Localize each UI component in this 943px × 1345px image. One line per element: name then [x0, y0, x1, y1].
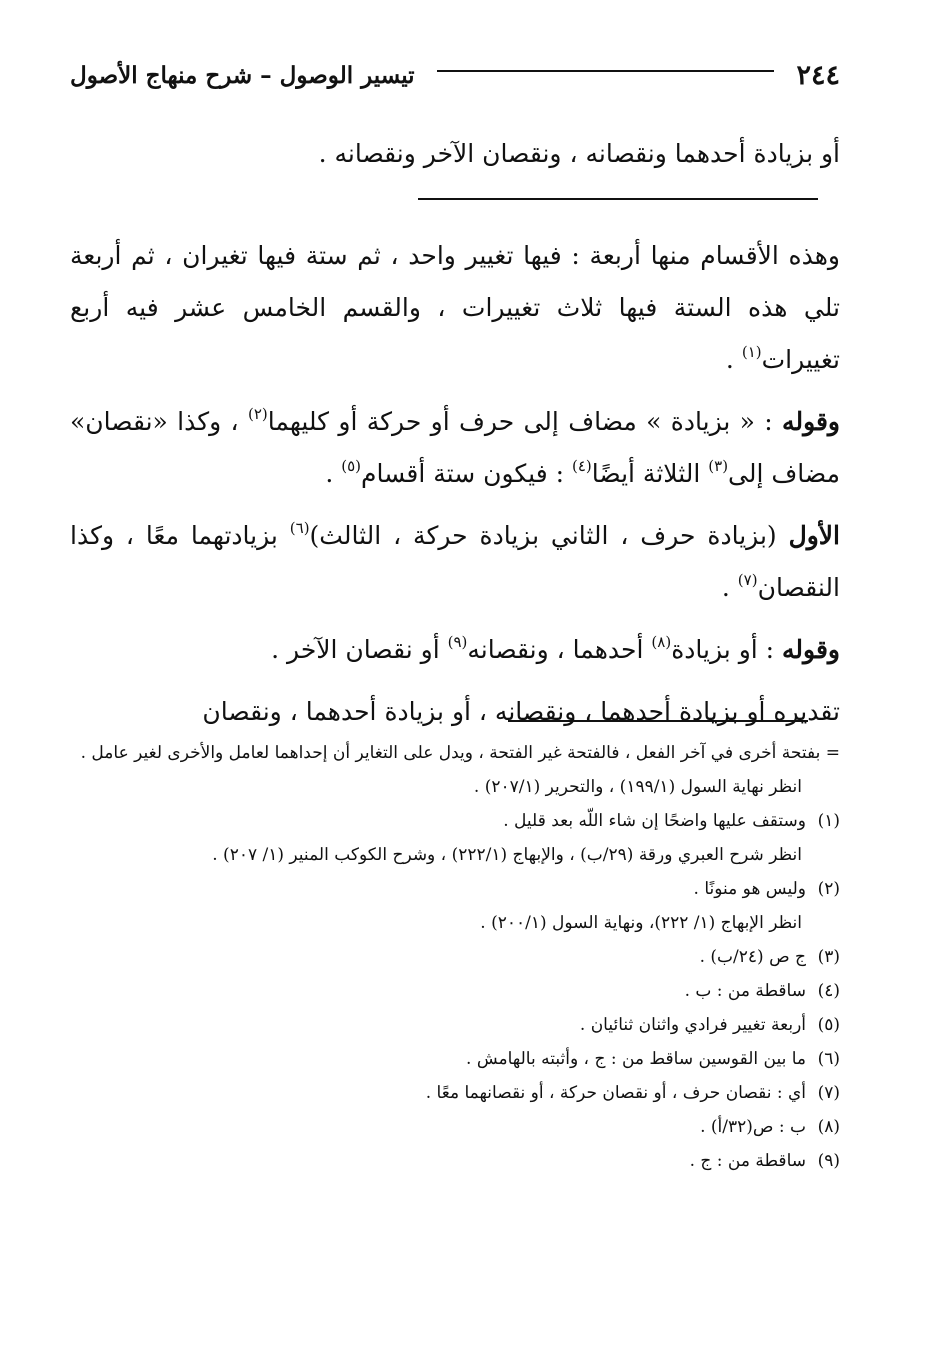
footnote-number: (١) — [817, 811, 840, 831]
footnote-number: (٦) — [817, 1049, 840, 1069]
footnote-text: انظر شرح العبري ورقة (٢٩/ب) ، والإبهاج (٢٢٢/١) ، وشرح الكوكب المنير (١/ ٢٠٧) . — [212, 845, 802, 865]
main-text — [70, 128, 840, 738]
footnote-text: ساقطة من : ج . — [689, 1151, 806, 1171]
paragraph-3-b: ، وكذا «نقصان» مضاف إلى — [70, 407, 840, 488]
footnote-ref-2: (٢) — [247, 404, 268, 423]
footnote-5 — [70, 1008, 840, 1042]
footnote-1 — [70, 804, 840, 838]
paragraph-3-c: الثلاثة أيضًا — [591, 459, 709, 488]
footnote-text: وستقف عليها واضحًا إن شاء اللّه بعد قليل . — [503, 811, 806, 831]
paragraph-5-a: : أو بزيادة — [671, 635, 783, 664]
footnote-text: ب : ص(٣٢/أ) . — [700, 1117, 806, 1137]
paragraph-5-b: أحدهما ، ونقصانه — [467, 635, 652, 664]
paragraph-2 — [70, 230, 840, 386]
section-rule — [418, 198, 818, 200]
paragraph-3-a: : « بزيادة » مضاف إلى حرف أو حركة أو كليهما — [267, 407, 783, 436]
footnote-number: (٣) — [817, 947, 840, 967]
footnote-number: (٤) — [817, 981, 840, 1001]
footnote-9 — [70, 1144, 840, 1178]
footnote-number: (٧) — [817, 1083, 840, 1103]
footnote-ref-9: (٩) — [447, 632, 468, 651]
footnote-text: أربعة تغيير فرادي واثنان ثنائيان . — [579, 1015, 806, 1035]
footnote-1-ref — [70, 838, 840, 872]
paragraph-5-lead: وقوله — [782, 635, 840, 664]
footnote-2-ref — [70, 906, 840, 940]
footnote-ref-1: (١) — [741, 342, 762, 361]
paragraph-1: أو بزيادة أحدهما ونقصانه ، ونقصان الآخر ونقصانه . — [318, 139, 840, 168]
book-title: تيسير الوصول – شرح منهاج الأصول — [70, 61, 415, 89]
footnote-number: (٩) — [817, 1151, 840, 1171]
footnote-text: ج ص (٢٤/ب) . — [699, 947, 806, 967]
paragraph-4-lead: الأول — [788, 521, 841, 550]
footnote-ref-3: (٣) — [708, 456, 729, 475]
paragraph-4 — [70, 510, 840, 614]
footnote-8 — [70, 1110, 840, 1144]
footnote-6 — [70, 1042, 840, 1076]
footnote-continuation: = بفتحة أخرى في آخر الفعل ، فالفتحة غير الفتحة ، ويدل على التغاير أن إحداهما لعامل والأخرى لغير عامل . — [80, 743, 840, 763]
footnotes — [70, 736, 840, 1178]
footnote-4 — [70, 974, 840, 1008]
footnote-text: ساقطة من : ب . — [684, 981, 806, 1001]
page-number: ٢٤٤ — [796, 59, 840, 91]
section-divider — [70, 180, 840, 230]
footnote-text: وليس هو منونًا . — [693, 879, 806, 899]
header-rule — [437, 70, 775, 72]
footnote-ref-8: (٨) — [651, 632, 672, 651]
footnote-text: انظر الإبهاج (١/ ٢٢٢)، ونهاية السول (٢٠٠/١) . — [480, 913, 802, 933]
paragraph-3-lead: وقوله — [782, 407, 841, 436]
paragraph-4-b: بزيادتهما معًا ، وكذا النقصان — [70, 521, 840, 602]
footnote-separator — [508, 720, 808, 722]
footnote-7 — [70, 1076, 840, 1110]
paragraph-5 — [70, 624, 840, 676]
footnote-ref-5: (٥) — [341, 456, 362, 475]
footnote-text: أي : نقصان حرف ، أو نقصان حركة ، أو نقصانهما معًا . — [425, 1083, 806, 1103]
paragraph-2-text: وهذه الأقسام منها أربعة : فيها تغيير واحد ، ثم ستة فيها تغيران ، ثم أربعة تلي هذه الستة فيها ثلاث تغييرات ، والقسم الخامس عشر فيه أربع تغييرات — [70, 241, 840, 374]
page-header — [70, 52, 840, 98]
footnote-ref-7: (٧) — [737, 570, 758, 589]
footnote-text: ما بين القوسين ساقط من : ج ، وأثبته بالهامش . — [466, 1049, 806, 1069]
footnote-number: (٢) — [817, 879, 840, 899]
footnote-continuation-ref: انظر نهاية السول (١٩٩/١) ، والتحرير (٢٠٧/١) . — [473, 777, 802, 797]
footnote-3 — [70, 940, 840, 974]
paragraph-5-c: أو نقصان الآخر . — [271, 635, 448, 664]
footnote-2 — [70, 872, 840, 906]
paragraph-2-end: . — [725, 345, 742, 374]
paragraph-3 — [70, 396, 840, 500]
footnote-ref-6: (٦) — [289, 518, 310, 537]
paragraph-3-d: : فيكون ستة أقسام — [361, 459, 572, 488]
paragraph-4-c: . — [721, 573, 738, 602]
footnote-number: (٨) — [817, 1117, 840, 1137]
paragraph-3-e: . — [325, 459, 342, 488]
footnote-number: (٥) — [817, 1015, 840, 1035]
paragraph-4-a: (بزيادة حرف ، الثاني بزيادة حركة ، الثالث) — [309, 521, 789, 550]
paragraph-6: تقديره أو بزيادة أحدهما ، ونقصانه ، أو بزيادة أحدهما ، ونقصان — [202, 697, 840, 726]
footnote-ref-4: (٤) — [572, 456, 592, 475]
